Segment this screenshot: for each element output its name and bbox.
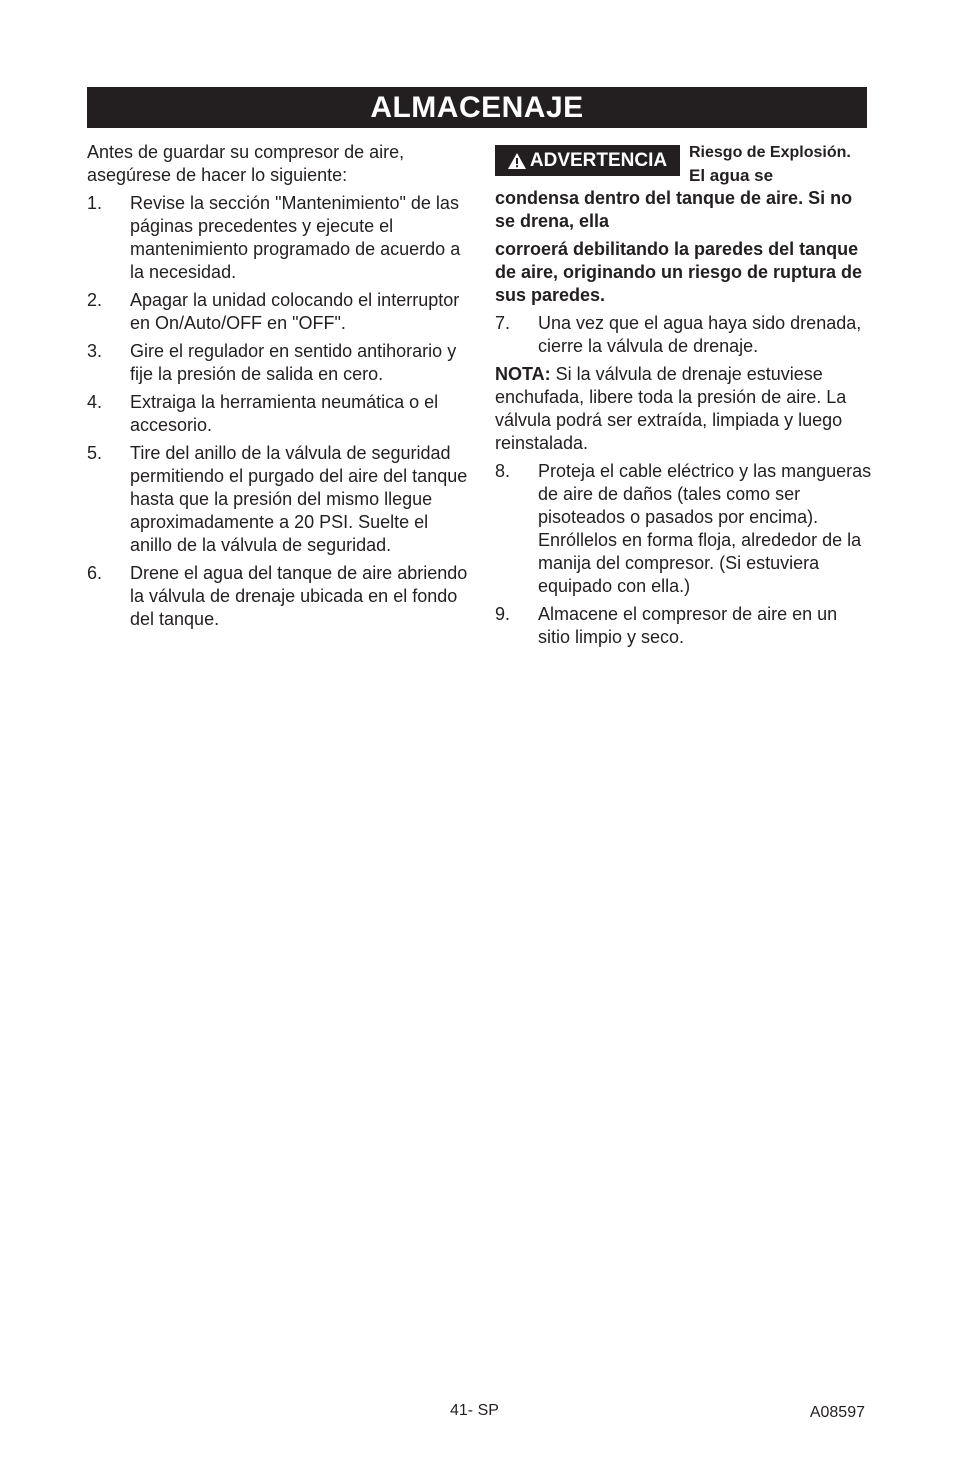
left-column [87, 141, 472, 636]
steps-list-right-b [495, 460, 873, 649]
document-code: A08597 [809, 1404, 865, 1421]
warning-triangle-icon [508, 153, 526, 169]
step-text: Gire el regulador en sentido antihorario y fije la presión de salida en cero. [130, 341, 457, 384]
step-text: Almacene el compresor de aire en un sitio limpio y seco. [538, 604, 838, 647]
step-number: 4. [87, 392, 103, 412]
step-number: 6. [87, 563, 103, 583]
step-text: Revise la sección "Mantenimiento" de las páginas precedentes y ejecute el mantenimiento programado de acuerdo a la necesidad. [130, 193, 461, 282]
warning-header [495, 141, 873, 187]
warning-label: ADVERTENCIA [529, 150, 668, 171]
warning-body-2: corroerá debilitando la paredes del tanque de aire, originando un riesgo de ruptura de sus paredes. [495, 239, 863, 305]
warning-side-line2: El agua se [689, 166, 774, 185]
list-item [495, 312, 873, 358]
list-item [87, 340, 472, 386]
note-paragraph [495, 363, 873, 455]
page-number: 41- SP [450, 1402, 499, 1419]
step-text: Extraiga la herramienta neumática o el accesorio. [130, 392, 439, 435]
note-text: Si la válvula de drenaje estuviese enchufada, libere toda la presión de aire. La válvula podrá ser extraída, limpiada y luego reinstalada. [495, 364, 847, 453]
step-number: 2. [87, 290, 103, 310]
note-label: NOTA: [495, 364, 551, 384]
steps-list-right-a [495, 312, 873, 358]
warning-body-1: condensa dentro del tanque de aire. Si no se drena, ella [495, 188, 853, 231]
list-item [87, 289, 472, 335]
step-number: 1. [87, 193, 103, 213]
page-title: ALMACENAJE [87, 87, 867, 128]
list-item [87, 391, 472, 437]
step-number: 8. [495, 461, 511, 481]
step-text: Drene el agua del tanque de aire abriendo la válvula de drenaje ubicada en el fondo del tanque. [130, 563, 468, 629]
step-number: 9. [495, 604, 511, 624]
list-item [87, 442, 472, 557]
step-number: 7. [495, 313, 511, 333]
warning-hazard-title: Riesgo de Explosión. [689, 144, 851, 161]
warning-side-text [689, 141, 851, 187]
list-item [495, 460, 873, 598]
list-item [87, 192, 472, 284]
step-text: Tire del anillo de la válvula de seguridad permitiendo el purgado del aire del tanque hasta que la presión del mismo llegue aproximadamente a 20 PSI. Suelte el anillo de la válvula de seguridad. [130, 443, 468, 555]
steps-list-left [87, 192, 472, 631]
step-text: Apagar la unidad colocando el interruptor en On/Auto/OFF en "OFF". [130, 290, 460, 333]
list-item [87, 562, 472, 631]
step-text: Proteja el cable eléctrico y las mangueras de aire de daños (tales como ser pisoteados o pasados por encima). Enróllelos en forma floja, alrededor de la manija del compresor. (Si estuviera equipado con ella.) [538, 461, 872, 596]
intro-text: Antes de guardar su compresor de aire, asegúrese de hacer lo siguiente: [87, 142, 405, 185]
right-column [495, 141, 873, 654]
step-number: 5. [87, 443, 103, 463]
step-number: 3. [87, 341, 103, 361]
list-item [495, 603, 873, 649]
step-text: Una vez que el agua haya sido drenada, cierre la válvula de drenaje. [538, 313, 862, 356]
warning-badge [495, 145, 680, 176]
